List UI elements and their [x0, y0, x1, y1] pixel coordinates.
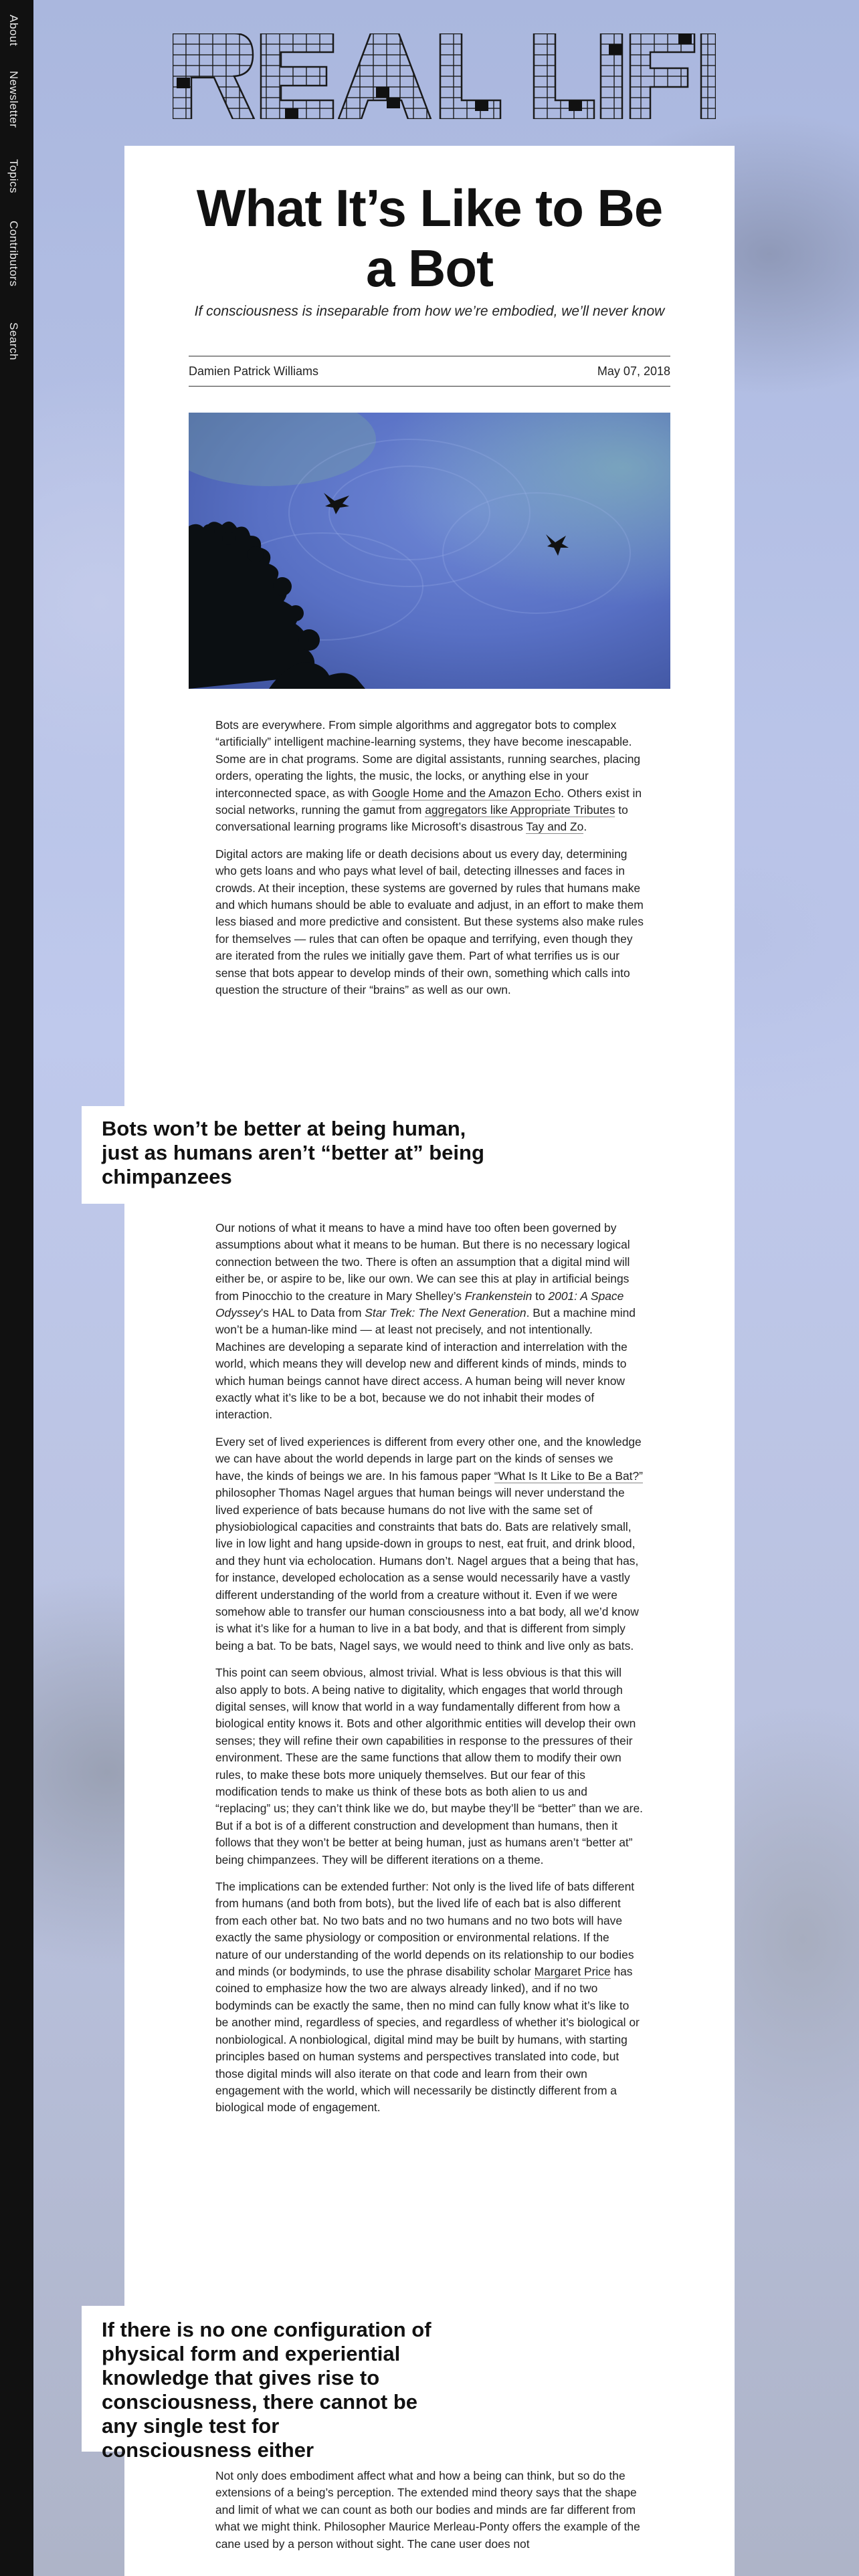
article-body-2	[215, 1220, 644, 2127]
site-logo[interactable]	[173, 33, 716, 119]
paragraph: The implications can be extended further: Not only is the lived life of bats different from humans (and both from bots), but the lived life of each bat is also different from each other bat. No two bats and no two humans and no two bots will have exactly the same physiology or composition or environmental relations. If the nature of our understanding of the world depends on its relationship to our bodies and minds (or bodyminds, to use the phrase disability scholar Margaret Price has coined to emphasize how the two are always already linked), and if no two bodyminds can be exactly the same, then no mind can fully know what it’s like to be another mind, regardless of species, and regardless of whether it’s biological or nonbiological. A nonbiological, digital mind may be built by humans, with starting principles based on human systems and perspectives translated into code, but those digital minds will also iterate on that code and learn from their own engagement with the world, which will necessarily be distinctly different from a biological mode of engagement.	[215, 1880, 640, 2115]
nav-item-about[interactable]: About	[7, 15, 20, 46]
bat-photo-icon	[189, 413, 670, 689]
pull-quote-2: If there is no one configuration of physical form and experiential knowledge that gives rise to consciousness, there cannot be any single test for consciousness either	[82, 2306, 451, 2452]
article-body-1	[215, 717, 644, 1009]
nav-item-newsletter[interactable]: Newsletter	[7, 71, 20, 128]
paragraph: Every set of lived experiences is different from every other one, and the knowledge we can have about the world depends in large part on the kinds of senses we have, the kinds of beings we are. In his famous paper “What Is It Like to Be a Bat?” philosopher Thomas Nagel argues that human beings will never understand the lived experience of bats because humans do not live with the same set of physiobiological capacities and constraints that bats do. Bats are relatively small, live in low light and hang upside-down in groups to nest, eat fruit, and drink blood, and they hunt via echolocation. Humans don’t. Nagel argues that a being that has, for instance, developed echolocation as a sense would necessarily have a vastly different understanding of the world from a creature without it. Even if we were somehow able to transfer our human consciousness into a bat body, all we’d know is what it’s like for a human to live in a bat body, and that is different from simply being a bat. To be bats, Nagel says, we would need to think and live only as bats.	[215, 1434, 643, 1652]
paragraph: Not only does embodiment affect what and how a being can think, but so do the extensions of a being’s perception. The extended mind theory says that the shape and limit of what we can count as both our bodies and minds are far different from what we might think. Philosopher Maurice Merleau-Ponty offers the example of the cane used by a person without sight. The cane user does not	[215, 2469, 640, 2551]
hero-image	[189, 413, 670, 689]
inline-link[interactable]: “What Is It Like to Be a Bat?”	[494, 1469, 643, 1483]
article-title: What It’s Like to Be a Bot	[196, 179, 663, 298]
paragraph: Our notions of what it means to have a mind have too often been governed by assumptions about what it means to be human. But there is no necessary logical connection between the two. There is often an assumption that a digital mind will either be, or aspire to be, like our own. We can see this at play in artificial beings from Pinocchio to the creature in Mary Shelley’s Frankenstein to 2001: A Space Odyssey’s HAL to Data from Star Trek: The Next Generation. But a machine mind won’t be a human-like mind — at least not precisely, and not intentionally. Machines are developing a separate kind of interaction and interrelation with the world, which means they will develop new and different kinds of minds, minds to which human beings cannot have direct access. A human being will never know exactly what it’s like to be a bot, because we do not inhabit their modes of interaction.	[215, 1221, 636, 1422]
article-subtitle: If consciousness is inseparable from how we’re embodied, we’ll never know	[194, 304, 665, 319]
nav-item-contributors[interactable]: Contributors	[7, 221, 20, 287]
real-life-logo-icon	[173, 33, 716, 119]
pull-quote-1: Bots won’t be better at being human, just as humans aren’t “better at” being chimpanzees	[82, 1106, 510, 1204]
paragraph: Digital actors are making life or death decisions about us every day, determining who gets loans and who pays what level of bail, detecting illnesses and faces in crowds. At their inception, these systems are governed by rules that humans make and which humans should be able to evaluate and adjust, in an effort to make them less biased and more predictive and consistent. But these systems also make rules for themselves — rules that can often be opaque and terrifying, even though they are iterated from the rules we initially gave them. Part of what terrifies us is our sense that bots appear to develop minds of their own, something which calls into question the structure of their “brains” as well as our own.	[215, 847, 644, 997]
side-nav	[0, 0, 33, 2576]
inline-link[interactable]: Tay and Zo	[526, 820, 584, 834]
nav-item-topics[interactable]: Topics	[7, 159, 20, 194]
inline-link[interactable]: aggregators like Appropriate Tributes	[425, 803, 615, 817]
paragraph: This point can seem obvious, almost trivial. What is less obvious is that this will also apply to bots. A being native to digitality, which engages that world through digital senses, will know that world in a way fundamentally different from how a biological entity knows it. Bots and other algorithmic entities will develop their own senses; they will refine their own capabilities in response to the pressures of their environment. These are the same functions that allow them to modify their own rules, to make these bots more uniquely themselves. But our fear of this modification tends to make us think of these bots as both alien to us and “replacing” us; they can’t think like we do, but maybe they’ll be “better” than we are. But if a bot is of a different construction and development than humans, then it follows that they won’t be better at being human, just as humans aren’t “better at” being chimpanzees. They will be different iterations on a theme.	[215, 1666, 643, 1866]
nav-item-search[interactable]: Search	[7, 322, 20, 360]
article-body-3	[215, 2468, 644, 2563]
publish-date: May 07, 2018	[597, 364, 670, 378]
byline	[189, 356, 670, 387]
inline-link[interactable]: Margaret Price	[534, 1965, 611, 1979]
article-card	[124, 146, 735, 2576]
inline-link[interactable]: Google Home and the Amazon Echo	[371, 786, 561, 800]
paragraph: Bots are everywhere. From simple algorithms and aggregator bots to complex “artificially” intelligent machine-learning systems, they have become inescapable. Some are in chat programs. Some are digital assistants, running searches, placing orders, operating the lights, the music, the locks, or anything else in your interconnected space, as with Google Home and the Amazon Echo. Others exist in social networks, running the gamut from aggregators like Appropriate Tributes to conversational learning programs like Microsoft’s disastrous Tay and Zo.	[215, 718, 642, 834]
author-link[interactable]: Damien Patrick Williams	[189, 364, 319, 378]
